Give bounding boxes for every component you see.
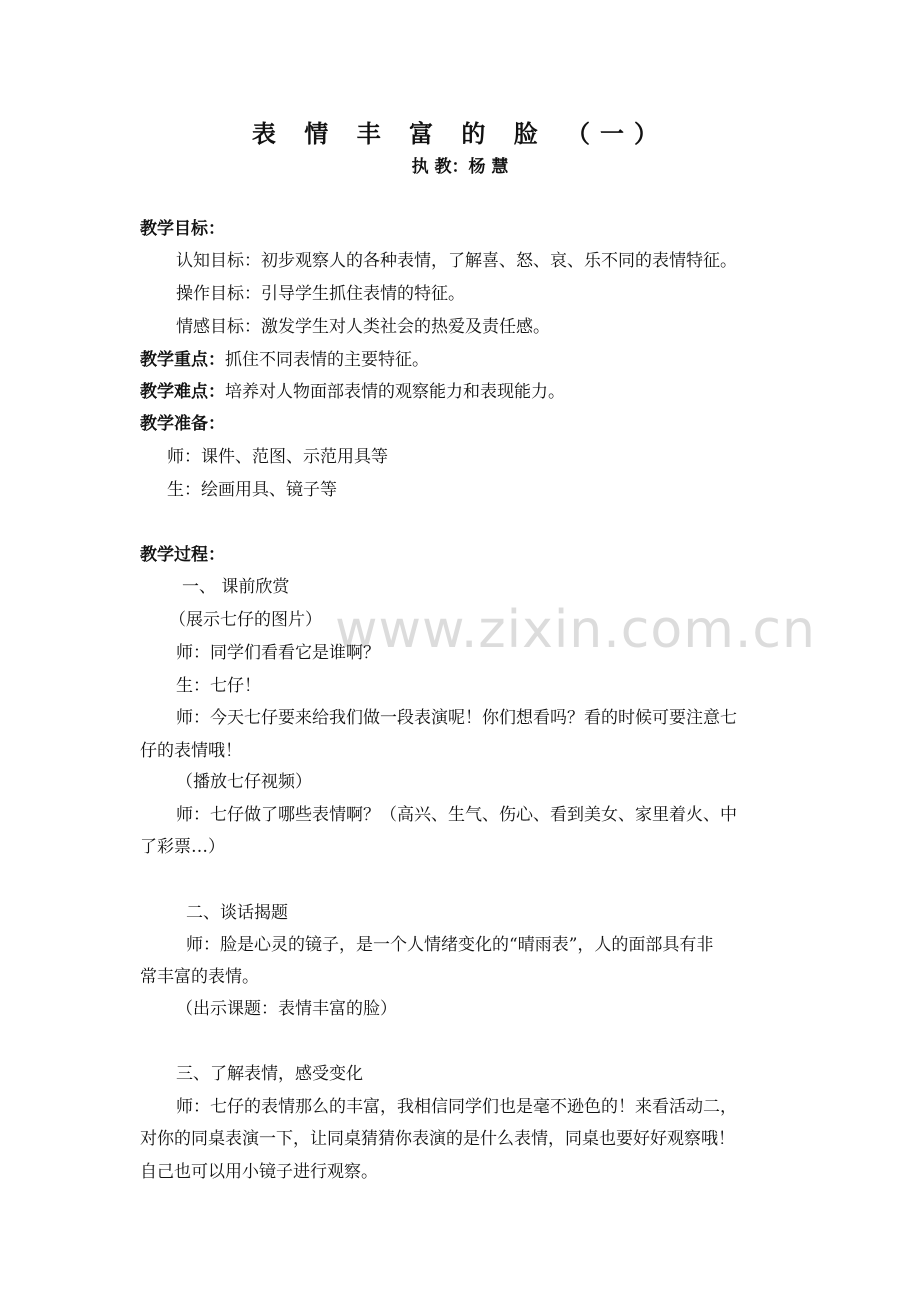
section-1-line-6a: 师：七仔做了哪些表情啊？（高兴、生气、伤心、看到美女、家里着火、中 (176, 805, 737, 825)
section-1-line-6b: 了彩票…） (140, 837, 225, 857)
section-2-line-1a: 师：脸是心灵的镜子，是一个人情绪变化的“晴雨表”，人的面部具有非 (186, 935, 714, 955)
key-point-line (140, 349, 429, 371)
section-2-line-1b: 常丰富的表情。 (140, 967, 259, 987)
objective-cognitive: 认知目标：初步观察人的各种表情，了解喜、怒、哀、乐不同的表情特征。 (176, 251, 737, 271)
section-1-line-1: （展示七仔的图片） (169, 610, 322, 630)
key-point-label: 教学重点： (140, 350, 225, 370)
section-2-line-2: （出示课题：表情丰富的脸） (176, 999, 397, 1019)
section-1-line-4b: 仔的表情哦！ (140, 741, 242, 761)
difficulty-label: 教学难点： (140, 382, 225, 402)
objectives-heading: 教学目标： (140, 219, 225, 239)
section-3-line-1b: 对你的同桌表演一下，让同桌猜猜你表演的是什么表情，同桌也要好好观察哦！ (140, 1129, 735, 1149)
key-point-text: 抓住不同表情的主要特征。 (225, 350, 429, 370)
section-3-line-1c: 自己也可以用小镜子进行观察。 (140, 1162, 378, 1182)
section-1-line-5: （播放七仔视频） (176, 772, 312, 792)
watermark: www.zixin.com.cn (335, 600, 816, 660)
preparation-teacher: 师：课件、范图、示范用具等 (167, 447, 388, 467)
preparation-student: 生：绘画用具、镜子等 (167, 480, 337, 500)
difficulty-line (140, 381, 565, 403)
teacher-label: 执 教： (411, 157, 469, 177)
section-3-line-1a: 师：七仔的表情那么的丰富，我相信同学们也是毫不逊色的！来看活动二， (176, 1097, 737, 1117)
preparation-heading: 教学准备： (140, 414, 225, 434)
section-1-line-2: 师：同学们看看它是谁啊？ (176, 643, 380, 663)
objective-operational: 操作目标：引导学生抓住表情的特征。 (176, 284, 465, 304)
section-3-title: 三、了解表情，感受变化 (176, 1064, 363, 1084)
objective-emotional: 情感目标：激发学生对人类社会的热爱及责任感。 (176, 317, 550, 337)
teacher-line (0, 152, 920, 177)
page-title: 表 情 丰 富 的 脸 （一） (251, 120, 669, 148)
section-1-title: 一、 课前欣赏 (182, 577, 290, 597)
section-2-title: 二、谈话揭题 (186, 903, 288, 923)
section-1-line-3: 生：七仔！ (176, 676, 261, 696)
difficulty-text: 培养对人物面部表情的观察能力和表现能力。 (225, 382, 565, 402)
section-1-line-4a: 师：今天七仔要来给我们做一段表演呢！你们想看吗？看的时候可要注意七 (176, 708, 737, 728)
process-heading: 教学过程： (140, 545, 225, 565)
teacher-name: 杨 慧 (468, 157, 509, 177)
